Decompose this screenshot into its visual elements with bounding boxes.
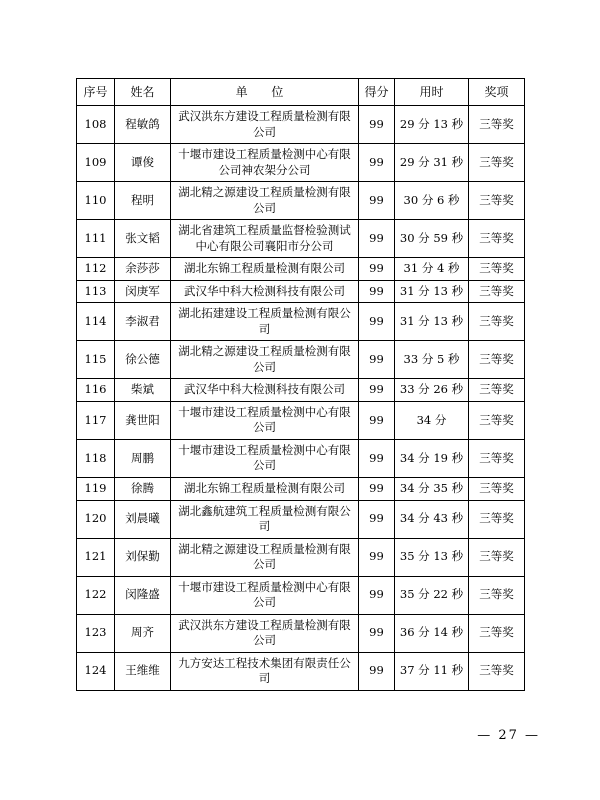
cell-score: 99	[359, 341, 395, 379]
cell-unit: 武汉洪东方建设工程质量检测有限公司	[171, 106, 359, 144]
table-row	[77, 144, 525, 182]
cell-award: 三等奖	[469, 220, 525, 258]
cell-award: 三等奖	[469, 614, 525, 652]
cell-score: 99	[359, 614, 395, 652]
cell-score: 99	[359, 258, 395, 281]
cell-no: 119	[77, 477, 115, 500]
cell-time: 35 分 13 秒	[395, 538, 469, 576]
cell-score: 99	[359, 500, 395, 538]
cell-award: 三等奖	[469, 477, 525, 500]
table-row	[77, 576, 525, 614]
cell-time: 29 分 31 秒	[395, 144, 469, 182]
cell-time: 31 分 13 秒	[395, 280, 469, 303]
table-header	[77, 79, 525, 106]
cell-no: 117	[77, 401, 115, 439]
cell-award: 三等奖	[469, 106, 525, 144]
table-row	[77, 106, 525, 144]
table-row	[77, 652, 525, 690]
table-row	[77, 614, 525, 652]
cell-no: 115	[77, 341, 115, 379]
cell-unit: 湖北东锦工程质量检测有限公司	[171, 477, 359, 500]
cell-award: 三等奖	[469, 439, 525, 477]
cell-score: 99	[359, 439, 395, 477]
cell-time: 30 分 59 秒	[395, 220, 469, 258]
cell-name: 刘晨曦	[115, 500, 171, 538]
cell-time: 35 分 22 秒	[395, 576, 469, 614]
cell-time: 33 分 5 秒	[395, 341, 469, 379]
cell-unit: 武汉华中科大检测科技有限公司	[171, 280, 359, 303]
cell-award: 三等奖	[469, 379, 525, 402]
results-table	[76, 78, 525, 691]
cell-unit: 十堰市建设工程质量检测中心有限公司	[171, 401, 359, 439]
table-row	[77, 258, 525, 281]
cell-award: 三等奖	[469, 182, 525, 220]
cell-name: 程明	[115, 182, 171, 220]
cell-time: 37 分 11 秒	[395, 652, 469, 690]
cell-score: 99	[359, 401, 395, 439]
cell-unit: 湖北鑫航建筑工程质量检测有限公司	[171, 500, 359, 538]
cell-time: 36 分 14 秒	[395, 614, 469, 652]
cell-no: 118	[77, 439, 115, 477]
table-row	[77, 220, 525, 258]
cell-unit: 武汉洪东方建设工程质量检测有限公司	[171, 614, 359, 652]
cell-score: 99	[359, 303, 395, 341]
cell-name: 徐腾	[115, 477, 171, 500]
cell-unit: 十堰市建设工程质量检测中心有限公司	[171, 439, 359, 477]
cell-name: 闵庚军	[115, 280, 171, 303]
table-row	[77, 303, 525, 341]
cell-name: 龚世阳	[115, 401, 171, 439]
cell-time: 29 分 13 秒	[395, 106, 469, 144]
cell-award: 三等奖	[469, 144, 525, 182]
cell-score: 99	[359, 220, 395, 258]
table-row	[77, 341, 525, 379]
table-row	[77, 538, 525, 576]
cell-name: 王维维	[115, 652, 171, 690]
cell-name: 周齐	[115, 614, 171, 652]
cell-unit: 湖北精之源建设工程质量检测有限公司	[171, 341, 359, 379]
cell-name: 李淑君	[115, 303, 171, 341]
cell-no: 114	[77, 303, 115, 341]
cell-score: 99	[359, 280, 395, 303]
cell-no: 122	[77, 576, 115, 614]
cell-score: 99	[359, 144, 395, 182]
cell-time: 30 分 6 秒	[395, 182, 469, 220]
cell-no: 109	[77, 144, 115, 182]
cell-time: 31 分 13 秒	[395, 303, 469, 341]
cell-score: 99	[359, 538, 395, 576]
page-number: — 27 —	[477, 728, 540, 743]
cell-no: 110	[77, 182, 115, 220]
column-header-no: 序号	[77, 79, 115, 106]
cell-unit: 十堰市建设工程质量检测中心有限公司	[171, 576, 359, 614]
cell-no: 116	[77, 379, 115, 402]
table-row	[77, 280, 525, 303]
cell-score: 99	[359, 106, 395, 144]
cell-award: 三等奖	[469, 652, 525, 690]
cell-score: 99	[359, 652, 395, 690]
cell-time: 34 分 43 秒	[395, 500, 469, 538]
cell-unit: 九方安达工程技术集团有限责任公司	[171, 652, 359, 690]
table-row	[77, 477, 525, 500]
cell-no: 113	[77, 280, 115, 303]
table-row	[77, 379, 525, 402]
cell-name: 程敏鸽	[115, 106, 171, 144]
cell-name: 张文韬	[115, 220, 171, 258]
cell-award: 三等奖	[469, 303, 525, 341]
cell-unit: 湖北精之源建设工程质量检测有限公司	[171, 538, 359, 576]
cell-no: 123	[77, 614, 115, 652]
cell-time: 33 分 26 秒	[395, 379, 469, 402]
cell-unit: 湖北省建筑工程质量监督检验测试中心有限公司襄阳市分公司	[171, 220, 359, 258]
column-header-unit: 单 位	[171, 79, 359, 106]
cell-name: 刘保勤	[115, 538, 171, 576]
cell-no: 120	[77, 500, 115, 538]
cell-name: 周鹏	[115, 439, 171, 477]
table-row	[77, 182, 525, 220]
cell-time: 31 分 4 秒	[395, 258, 469, 281]
cell-score: 99	[359, 379, 395, 402]
column-header-score: 得分	[359, 79, 395, 106]
table-row	[77, 401, 525, 439]
cell-score: 99	[359, 182, 395, 220]
table-body	[77, 106, 525, 690]
table-header-row	[77, 79, 525, 106]
cell-time: 34 分	[395, 401, 469, 439]
cell-time: 34 分 19 秒	[395, 439, 469, 477]
cell-name: 闵隆盛	[115, 576, 171, 614]
cell-score: 99	[359, 477, 395, 500]
cell-no: 124	[77, 652, 115, 690]
cell-award: 三等奖	[469, 538, 525, 576]
cell-unit: 湖北精之源建设工程质量检测有限公司	[171, 182, 359, 220]
cell-award: 三等奖	[469, 576, 525, 614]
results-table-container	[76, 78, 524, 691]
cell-unit: 湖北拓建建设工程质量检测有限公司	[171, 303, 359, 341]
cell-award: 三等奖	[469, 401, 525, 439]
cell-name: 徐公德	[115, 341, 171, 379]
column-header-award: 奖项	[469, 79, 525, 106]
cell-no: 121	[77, 538, 115, 576]
cell-award: 三等奖	[469, 341, 525, 379]
cell-score: 99	[359, 576, 395, 614]
cell-no: 112	[77, 258, 115, 281]
cell-unit: 湖北东锦工程质量检测有限公司	[171, 258, 359, 281]
cell-award: 三等奖	[469, 500, 525, 538]
cell-name: 柴斌	[115, 379, 171, 402]
cell-unit: 十堰市建设工程质量检测中心有限公司神农架分公司	[171, 144, 359, 182]
cell-no: 108	[77, 106, 115, 144]
column-header-time: 用时	[395, 79, 469, 106]
cell-award: 三等奖	[469, 280, 525, 303]
cell-name: 谭俊	[115, 144, 171, 182]
column-header-name: 姓名	[115, 79, 171, 106]
cell-time: 34 分 35 秒	[395, 477, 469, 500]
table-row	[77, 500, 525, 538]
cell-name: 余莎莎	[115, 258, 171, 281]
cell-no: 111	[77, 220, 115, 258]
cell-award: 三等奖	[469, 258, 525, 281]
table-row	[77, 439, 525, 477]
cell-unit: 武汉华中科大检测科技有限公司	[171, 379, 359, 402]
